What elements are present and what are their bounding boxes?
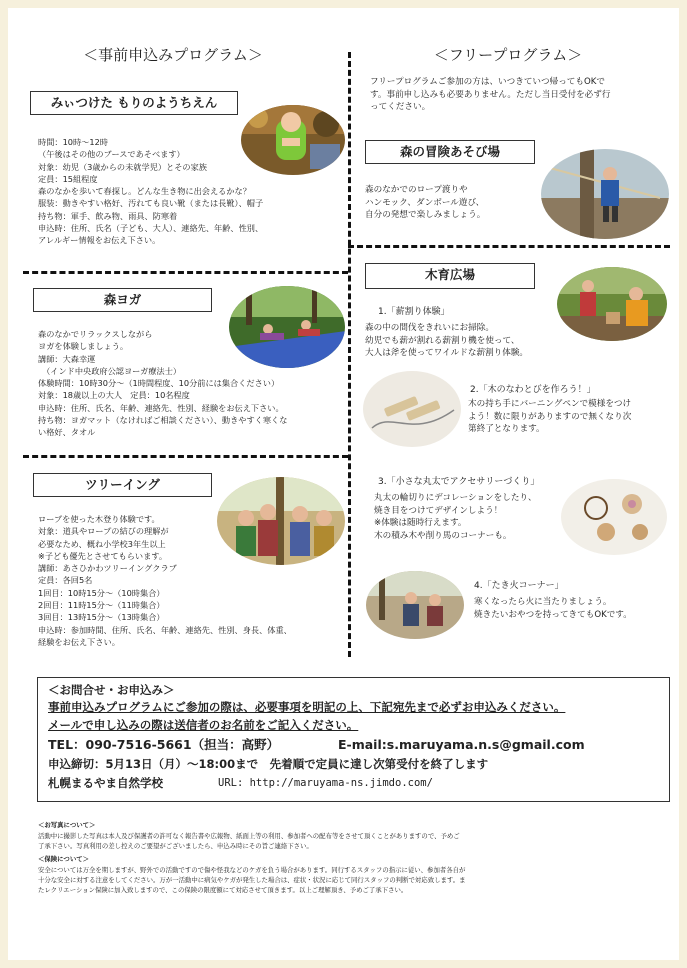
free-program-heading: ＜フリープログラム＞ <box>433 46 583 64</box>
insurance-note-body: 安全については万全を期しますが、野外での活動ですので傷や怪我などのケガを負う場合があります。同行するスタッフの指示に従い、参加者各自が 十分な安全に対する注意をしてください。万が一活動中に病気やケガが発生した場合は、症状・状況に応じて同行スタッフの判断で対応致します。ま たレクリエーション保険に加入致しますので、この保険の限度額にて対応させて頂きます。以上ご理解頂き、予めご了承下さい。 <box>38 866 466 895</box>
section-title-treeing: ツリーイング <box>33 473 212 497</box>
section-divider-2 <box>23 455 348 458</box>
section-body-forest-yoga: 森のなかでリラックスしながら ヨガを体験しましょう。 講師：大森幸運 （インド中央政府公認ヨーガ療法士） 体験時間：10時30分〜（1時間程度、10分前には集合ください） 対象：18歳以上の大人 定員：10名程度 申込時：住所、氏名、年齢、連絡先、性別、経験をお伝え下さい。 持ち物：ヨガマット（なければご相談ください）、動きやすく寒くな い格好、タオル <box>38 329 288 438</box>
contact-line-2: メールで申し込みの際は送信者のお名前をご記入ください。 <box>48 718 359 732</box>
section-title-forest-yoga: 森ヨガ <box>33 288 212 312</box>
wood-item-2-label: 2.「木のなわとびを作ろう！」 <box>470 385 596 395</box>
wood-item-1-body: 森の中の間伐をきれいにお掃除。 幼児でも薪が割れる薪割り機を使って、 大人は斧を使ってワイルドな薪割り体験。 <box>365 323 529 359</box>
wood-item-1-label: 1.「薪割り体験」 <box>378 307 450 317</box>
section-body-treeing: ロープを使った木登り体験です。 対象：道具やロープの結びの理解が 必要なため、概ね小学校3年生以上 ※子ども優先とさせてもらいます。 講師：あさひかわツリーイングクラブ 定員：各回5名 1回目：10時15分〜（10時集合） 2回目：11時15分〜（11時集合） 3回目：13時15分〜（13時集合） 申込時：参加時間、住所、氏名、年齢、連絡先、性別、身長、体重、 経験をお伝え下さい。 <box>38 514 292 647</box>
flyer-page <box>8 8 679 960</box>
insurance-note-title: ＜保険について＞ <box>38 855 89 863</box>
wood-item-4-body: 寒くなったら火に当たりましょう。 焼きたいおやつを持ってきてもOKです。 <box>474 597 632 620</box>
section-divider-right <box>348 245 670 248</box>
section-body-adventure-playground: 森のなかでのロープ渡りや ハンモック、ダンボール遊び、 自分の発想で楽しみましょう。 <box>365 185 486 221</box>
contact-heading: ＜お問合せ・お申込み＞ <box>48 683 175 697</box>
photo-log-accessories <box>560 478 668 556</box>
photo-note-title: ＜お写真について＞ <box>38 821 96 829</box>
free-program-intro: フリープログラムご参加の方は、いつきていつ帰ってもOKで す。事前申し込みも必要ありません。ただし当日受付を必ず行 ってください。 <box>370 77 611 113</box>
contact-line-1: 事前申込みプログラムにご参加の際は、必要事項を明記の上、下記宛先まで必ずお申込みください。 <box>48 700 566 714</box>
contact-email[interactable]: E-mail:s.maruyama.n.s@gmail.com <box>338 737 585 752</box>
contact-url[interactable]: URL: http://maruyama-ns.jimdo.com/ <box>218 777 433 789</box>
photo-wood-splitting <box>556 266 668 342</box>
section-divider-1 <box>23 271 348 274</box>
photo-jump-rope-handles <box>362 370 462 448</box>
section-body-forest-kindergarten: 時間：10時〜12時 （午後はその他のブースであそべます） 対象：幼児（3歳からの未就学児）とその家族 定員：15組程度 森のなかを歩いて春探し。どんな生き物に出会えるかな？ 服装：動きやすい格好、汚れても良い靴（または長靴）、帽子 持ち物：軍手、飲み物、雨具、防寒着 申込時：住所、氏名（子ども、大人）、連絡先、年齢、性別、 アレルギー情報をお伝え下さい。 <box>38 137 264 246</box>
wood-item-3-body: 丸太の輪切りにデコレーションをしたり、 焼き目をつけてデザインしよう！ ※体験は随時行えます。 木の積み木や削り馬のコーナーも。 <box>374 493 537 541</box>
wood-item-3-label: 3.「小さな丸太でアクセサリーづくり」 <box>378 477 540 487</box>
photo-adventure-playground <box>540 148 670 240</box>
photo-note-body: 活動中に撮影した写真は本人及び保護者の許可なく報告書や広報物、紙面上等の利用、参加者への配布等をさせて頂くことがありますので、予めご 了承下さい。写真利用の差し控えのご要望がございましたら、申込み時にその旨ご連絡下さい。 <box>38 832 460 851</box>
wood-item-4-label: 4.「たき火コーナー」 <box>474 581 564 591</box>
contact-box <box>37 677 670 802</box>
photo-campfire-corner <box>365 570 465 640</box>
contact-org: 札幌まるやま自然学校 <box>48 776 163 790</box>
section-title-wood-education: 木育広場 <box>365 263 535 289</box>
contact-tel: TEL：090-7516-5661（担当：高野） <box>48 737 280 752</box>
wood-item-2-body: 木の持ち手にバーニングペンで模様をつけ よう！数に限りがありますので無くなり次 第終了となります。 <box>468 399 632 435</box>
section-title-adventure-playground: 森の冒険あそび場 <box>365 140 535 164</box>
contact-deadline: 申込締切：5月13日（月）〜18:00まで 先着順で定員に達し次第受付を終了します <box>48 757 489 771</box>
pre-program-heading: ＜事前申込みプログラム＞ <box>83 46 263 64</box>
column-divider <box>348 52 351 657</box>
section-title-forest-kindergarten: みぃつけた もりのようちえん <box>30 91 238 115</box>
